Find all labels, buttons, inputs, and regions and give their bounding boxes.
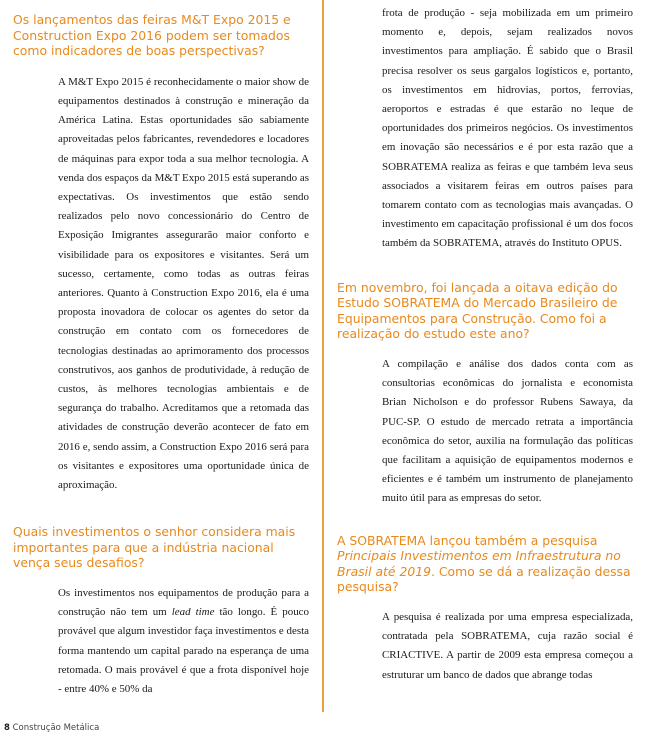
answer-1-paragraph: A M&T Expo 2015 é reconhecidamente o maior show de equipamentos destinados à construção e mineração da América Latina. Estas oportunidades são sabiamente aproveitadas pelos fabricantes, revendedores e locadores de máquinas para expor toda a sua melhor tecnologia. A venda dos espaços da M&T Expo 2015 está superando as expectativas. Os investimentos que estão sendo realizados pelo novo concessionário do Centro de Exposição Imigrantes assegurarão maior conforto e visibilidade para os expositores e visitantes. Será um sucesso, certamente, como todas as outras feiras anteriores. Quanto à Construction Expo 2016, ela é uma proposta inovadora de colocar os agentes do setor da construção em contato com os fornecedores de tecnologias destinadas ao aprimoramento dos processos construtivos, aos ganhos de produtividade, à redução de custos, às melhores tecnologias ambientais e de segurança do trabalho. Acreditamos que a retomada das atividades de construção deverão acontecer de fato em 2016 e, sendo assim, a Construction Expo 2016 será para os visitantes e expositores uma oportunidade única de aproximação. xyxy=(58,75,310,492)
left-column xyxy=(13,0,309,699)
page-number: 8 xyxy=(4,723,10,733)
page-footer xyxy=(4,723,99,733)
publication-name: Construção Metálica xyxy=(12,723,100,733)
question-1-heading: Os lançamentos das feiras M&T Expo 2015 e Construction Expo 2016 podem ser tomados como indicadores de boas perspectivas? xyxy=(13,12,291,59)
question-4-heading: A SOBRATEMA lançou também a pesquisa Principais Investimentos em Infraestrutura no Brasil até 2019. Como se dá a realização dessa pesquisa? xyxy=(337,532,631,595)
answer-2-continuation: frota de produção - seja mobilizada em um primeiro momento e, depois, sejam realizados novos investimentos para ampliação. É sabido que o Brasil precisa resolver os seus gargalos logísticos e, portanto, os investimentos em hidrovias, portos, ferrovias, aeroportos e estradas é que estarão no leque de oportunidades dos primeiros negócios. Os investimentos em inovação são necessários e é por esta razão que a SOBRATEMA realiza as feiras e que também leva seus associados a visitarem feiras em outros países para tomarem contato com as tecnologias mais avançadas. O investimento em capacitação profissional é um dos focos também da SOBRATEMA, através do Instituto OPUS. xyxy=(382,7,633,250)
answer-2-paragraph: Os investimentos nos equipamentos de produção para a construção não tem um lead time tão longo. É pouco provável que algum investidor faça investimentos e desta forma mantendo um capital parado na esperança de uma retomada. O mais provável é que a frota disponível hoje - entre 40% e 50% da xyxy=(58,587,310,696)
column-divider xyxy=(322,0,324,712)
answer-3-paragraph: A compilação e análise dos dados conta com as consultorias econômicas do jornalista e economista Brian Nicholson e do professor Rubens Sawaya, da PUC-SP. O estudo de mercado retrata a importância econômica do setor, auxilia na formulação das políticas que facilitam a aquisição de equipamentos modernos e eficientes e é também um instrumento de planejamento muito útil para as empresas do setor. xyxy=(382,358,633,505)
right-column xyxy=(337,0,633,685)
question-3-heading: Em novembro, foi lançada a oitava edição do Estudo SOBRATEMA do Mercado Brasileiro de Equipamentos para Construção. Como foi a realização do estudo este ano? xyxy=(337,279,618,342)
question-2-heading: Quais investimentos o senhor considera mais importantes para que a indústria nacional vença seus desafios? xyxy=(13,524,296,571)
answer-4-paragraph: A pesquisa é realizada por uma empresa especializada, contratada pela SOBRATEMA, cuja razão social é CRIACTIVE. A partir de 2009 esta empresa começou a estruturar um banco de dados que abrange todas xyxy=(382,611,633,681)
